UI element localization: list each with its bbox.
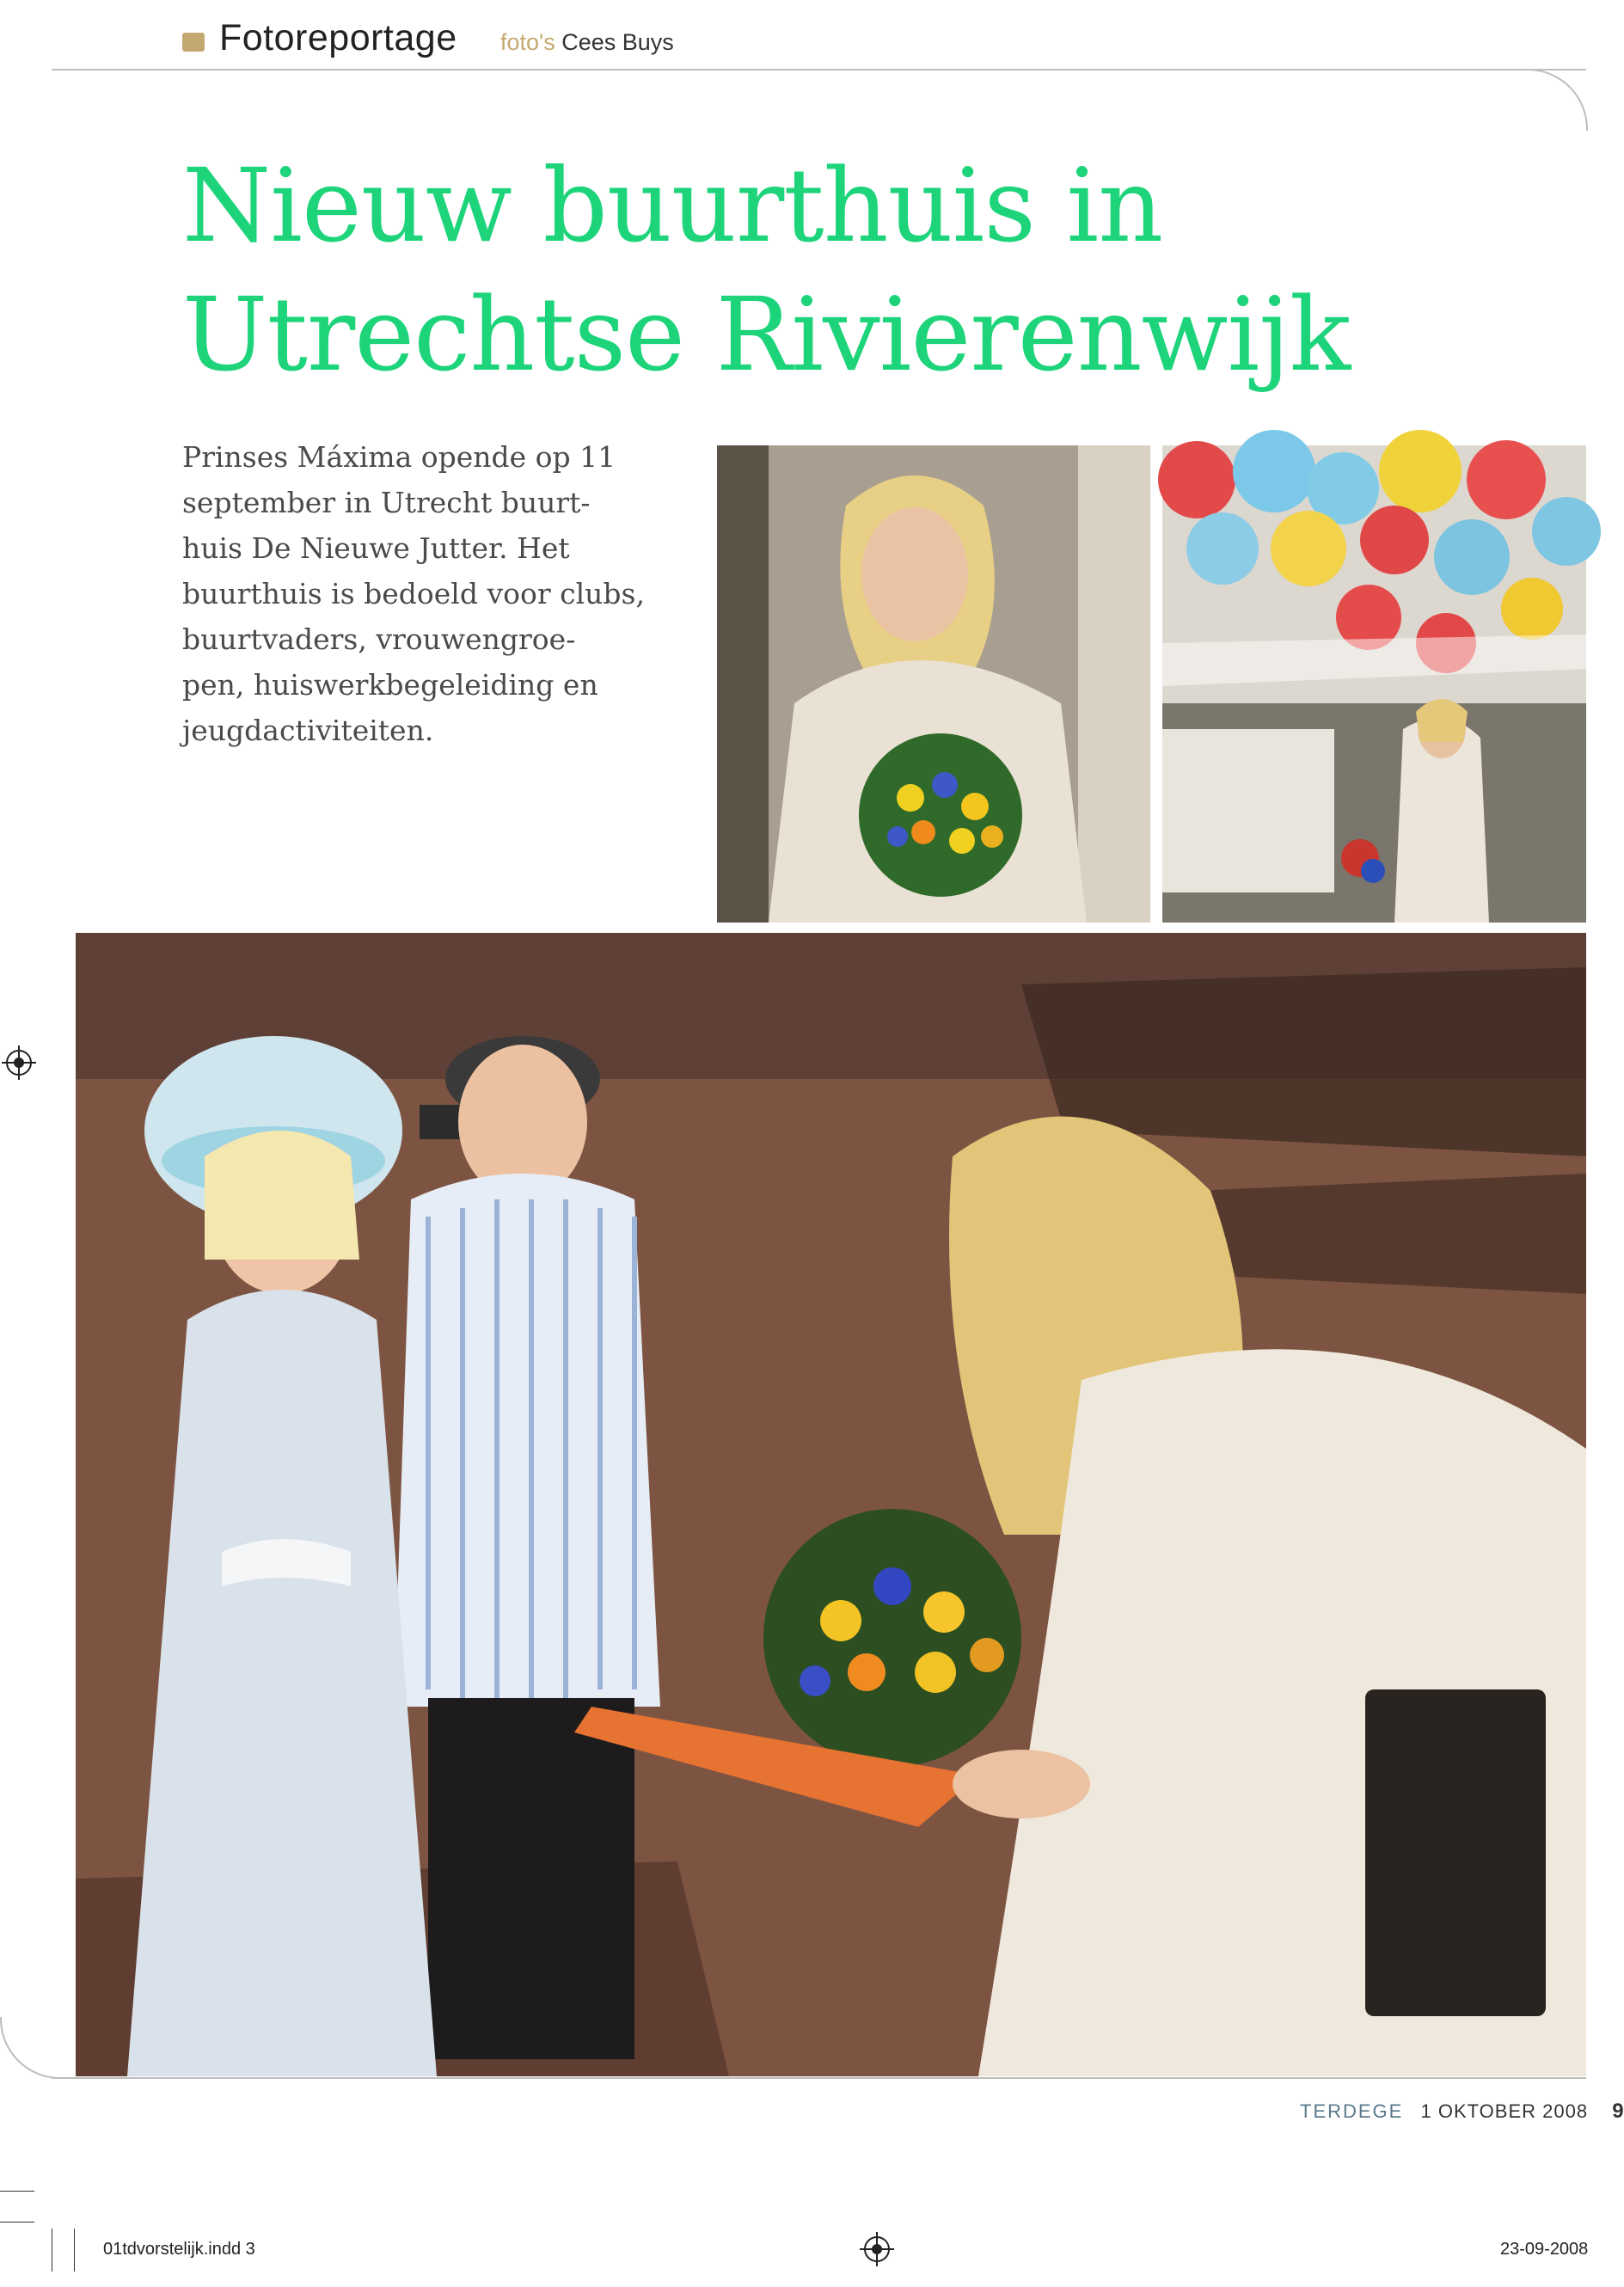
registration-mark-icon: [2, 1045, 36, 1080]
folio-magazine: TERDEGE: [1300, 2100, 1404, 2122]
photo-balloons: [1162, 445, 1586, 923]
photo-credit: [500, 29, 674, 56]
intro-line: jeugdactiviteiten.: [182, 714, 434, 747]
intro-line: huis De Nieuwe Jutter. Het: [182, 531, 570, 565]
photo-bouquet: [717, 445, 1150, 923]
photo-children-illustration: [76, 933, 1586, 2076]
folio: [1300, 2100, 1624, 2124]
crop-mark: [0, 2222, 34, 2223]
registration-mark-icon: [860, 2232, 894, 2266]
intro-line: Prinses Máxima opende op 11: [182, 440, 616, 474]
intro-paragraph: [182, 434, 645, 753]
photo-credit-label: foto's: [500, 29, 555, 55]
folio-date: 1 OKTOBER 2008: [1420, 2100, 1589, 2122]
headline-line-1: Nieuw buurthuis in: [182, 146, 1163, 265]
intro-line: buurtvaders, vrouwengroe-: [182, 622, 576, 656]
folio-page-number: 9: [1612, 2100, 1624, 2123]
top-rule: [52, 69, 1586, 71]
section-title: Fotoreportage: [219, 17, 457, 58]
intro-line: buurthuis is bedoeld voor clubs,: [182, 577, 645, 610]
section-marker: [182, 33, 205, 52]
crop-mark: [74, 2229, 75, 2272]
headline-line-2: Utrechtse Rivierenwijk: [182, 275, 1351, 394]
crop-mark: [0, 2191, 34, 2192]
photo-bouquet-illustration: [717, 445, 1150, 923]
slug-date: 23-09-2008: [1500, 2240, 1589, 2259]
photo-children: [76, 933, 1586, 2076]
slug-filename: 01tdvorstelijk.indd 3: [103, 2240, 255, 2259]
bottom-rule-corner: [0, 2017, 62, 2079]
photo-balloons-illustration: [1162, 445, 1586, 923]
top-rule-corner: [1526, 69, 1588, 131]
intro-line: pen, huiswerkbegeleiding en: [182, 668, 598, 702]
intro-line: september in Utrecht buurt-: [182, 486, 591, 519]
photo-credit-name: Cees Buys: [561, 29, 674, 55]
bottom-rule: [52, 2077, 1586, 2079]
